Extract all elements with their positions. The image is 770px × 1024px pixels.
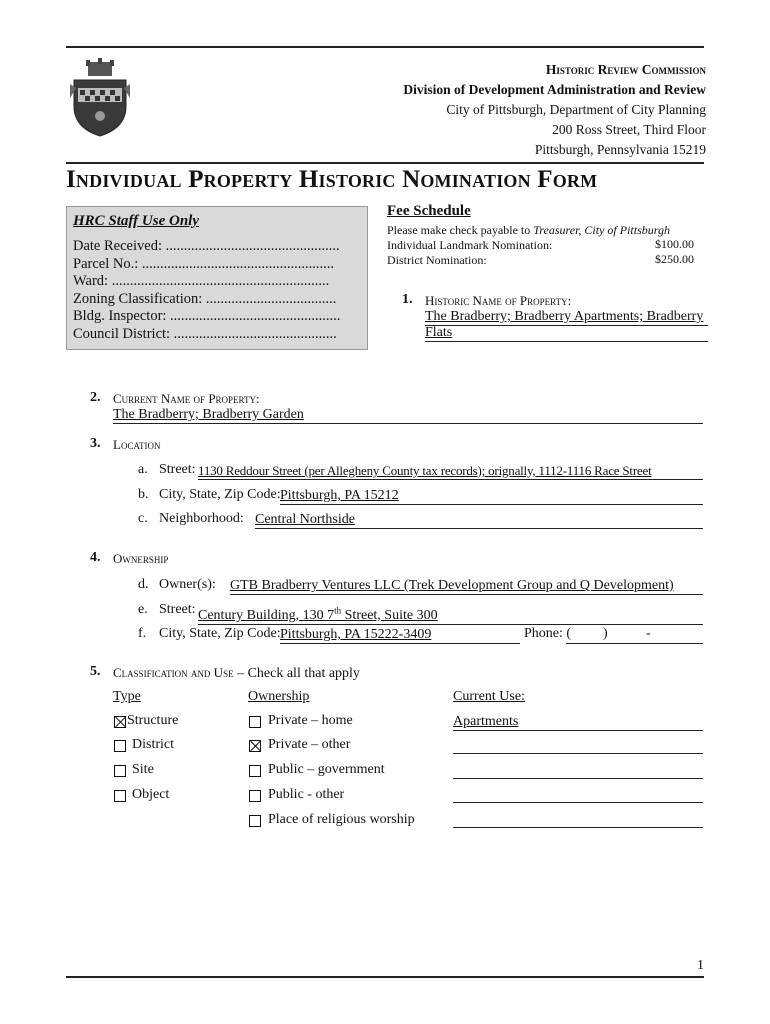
ownership-d-letter: d. (138, 577, 149, 592)
location-city-label: City, State, Zip Code: (159, 487, 281, 502)
location-neighborhood-field[interactable]: Central Northside (255, 511, 703, 529)
header-department: City of Pittsburgh, Department of City Planning (446, 102, 706, 117)
header-city: Pittsburgh, Pennsylvania 15219 (534, 142, 706, 157)
owner-city-field[interactable]: Pittsburgh, PA 15222-3409 (280, 626, 520, 644)
ownership-religious-label: Place of religious worship (268, 812, 415, 827)
current-use-field[interactable]: Apartments (453, 713, 703, 731)
header-division: Division of Development Administration and Review (403, 82, 706, 97)
bldg-inspector-field[interactable]: Bldg. Inspector: ............................................... (73, 308, 341, 324)
current-name-field[interactable]: The Bradberry; Bradberry Garden (113, 406, 703, 424)
header-commission: Historic Review Commission (545, 62, 706, 77)
header-rule (66, 162, 704, 164)
type-header: Type (113, 689, 141, 704)
ownership-f-letter: f. (138, 626, 147, 641)
current-use-line-3[interactable] (453, 778, 703, 779)
type-district-checkbox[interactable] (114, 740, 126, 752)
location-neighborhood-label: Neighborhood: (159, 511, 244, 526)
ownership-public-other-label: Public - other (268, 787, 345, 802)
historic-name-line2[interactable]: Flats (425, 324, 708, 342)
section-1-number: 1. (402, 292, 413, 307)
hrc-staff-box (66, 206, 368, 350)
phone-label: Phone: ( (524, 626, 572, 641)
section-4-number: 4. (90, 550, 101, 565)
location-street-label: Street: (159, 462, 196, 477)
section-4-label: Ownership (113, 551, 169, 566)
council-district-field[interactable]: Council District: ............................................. (73, 325, 337, 342)
parcel-no-field[interactable]: Parcel No.: ..................................................... (73, 255, 334, 272)
section-2-number: 2. (90, 390, 101, 405)
location-b-letter: b. (138, 487, 149, 502)
current-use-line-5[interactable] (453, 827, 703, 828)
section-2-label: Current Name of Property: (113, 391, 260, 406)
top-rule (66, 46, 704, 48)
ownership-e-letter: e. (138, 602, 148, 617)
owner-street-label: Street: (159, 602, 196, 617)
page-number: 1 (697, 958, 704, 973)
ownership-private-other-label: Private – other (268, 737, 351, 752)
form-title: Individual Property Historic Nomination Form (66, 166, 598, 193)
location-a-letter: a. (138, 462, 148, 477)
type-site-checkbox[interactable] (114, 765, 126, 777)
historic-name-line1[interactable]: The Bradberry; Bradberry Apartments; Bradberry (425, 308, 708, 326)
ownership-public-government-checkbox[interactable] (249, 765, 261, 777)
fee-payable-note: Please make check payable to Treasurer, City of Pittsburgh (387, 223, 670, 237)
ward-field[interactable]: Ward: ............................................................ (73, 273, 330, 289)
section-5-number: 5. (90, 664, 101, 679)
type-object-label: Object (132, 787, 170, 802)
ownership-public-government-label: Public – government (268, 762, 385, 777)
type-site-label: Site (132, 762, 154, 777)
location-c-letter: c. (138, 511, 148, 526)
type-object-checkbox[interactable] (114, 790, 126, 802)
location-street-field[interactable]: 1130 Reddour Street (per Allegheny County tax records); orignally, 1112-1116 Race Street (198, 462, 703, 480)
fee-individual-label: Individual Landmark Nomination: (387, 238, 553, 252)
phone-dash: - (646, 626, 651, 641)
owner-street-field[interactable]: Century Building, 130 7th Street, Suite 300 (198, 602, 703, 625)
fee-district-amount: $250.00 (655, 252, 694, 266)
current-use-header: Current Use: (453, 689, 525, 704)
date-received-field[interactable]: Date Received: ................................................ (73, 238, 340, 254)
type-district-label: District (132, 737, 174, 752)
hrc-box-title: HRC Staff Use Only (73, 213, 199, 229)
section-1-label: Historic Name of Property: (425, 293, 572, 308)
ownership-header: Ownership (248, 689, 310, 704)
owner-city-label: City, State, Zip Code: (159, 626, 281, 641)
footer-rule (66, 976, 704, 978)
fee-schedule-title: Fee Schedule (387, 203, 471, 219)
section-3-number: 3. (90, 436, 101, 451)
ownership-public-other-checkbox[interactable] (249, 790, 261, 802)
location-city-field[interactable]: Pittsburgh, PA 15212 (280, 487, 703, 505)
ownership-private-home-label: Private – home (268, 713, 353, 728)
fee-individual-amount: $100.00 (655, 237, 694, 251)
ownership-private-other-checkbox[interactable] (249, 740, 261, 752)
current-use-line-4[interactable] (453, 802, 703, 803)
phone-paren: ) (603, 626, 608, 641)
fee-district-label: District Nomination: (387, 253, 487, 267)
type-structure-label: Structure (127, 713, 179, 728)
phone-field[interactable] (566, 643, 703, 644)
ownership-private-home-checkbox[interactable] (249, 716, 261, 728)
zoning-classification-field[interactable]: Zoning Classification: .................................... (73, 290, 337, 307)
city-seal (70, 58, 130, 138)
current-use-line-2[interactable] (453, 753, 703, 754)
header-street: 200 Ross Street, Third Floor (552, 122, 706, 137)
section-3-label: Location (113, 437, 161, 452)
owner-label: Owner(s): (159, 577, 216, 592)
ownership-religious-checkbox[interactable] (249, 815, 261, 827)
section-5-label: Classification and Use – Check all that apply (113, 665, 360, 681)
type-structure-checkbox[interactable] (114, 716, 126, 728)
owner-field[interactable]: GTB Bradberry Ventures LLC (Trek Development Group and Q Development) (230, 577, 703, 595)
